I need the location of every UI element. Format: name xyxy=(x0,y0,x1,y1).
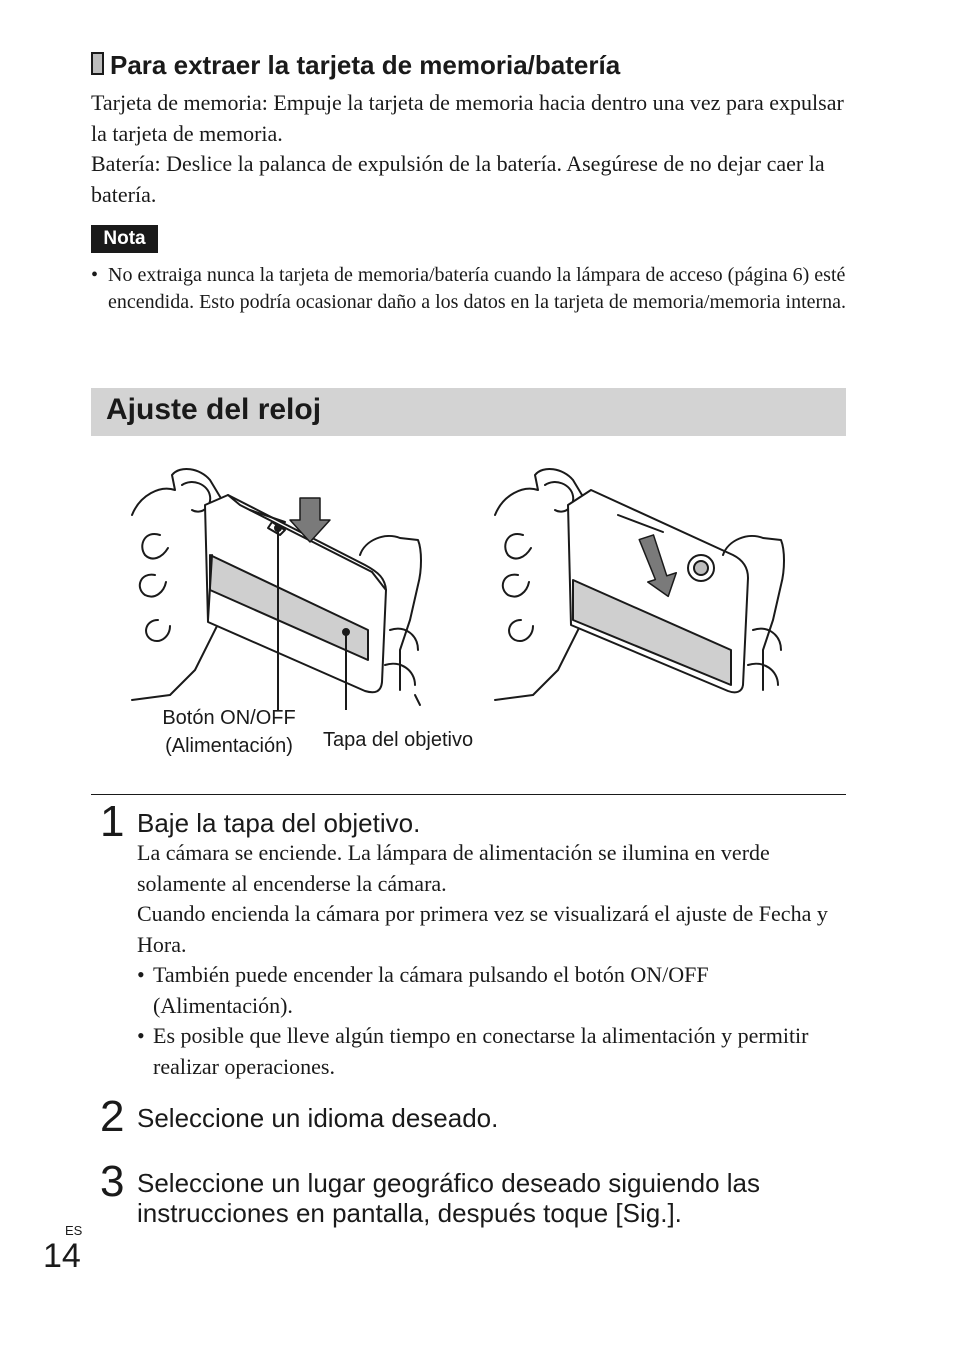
note-item xyxy=(91,262,851,316)
callout-lens-cover: Tapa del objetivo xyxy=(323,729,474,751)
page-number: 14 xyxy=(43,1237,81,1275)
bullet: • xyxy=(91,264,99,286)
bullet: • xyxy=(137,962,145,987)
battery-paragraph: Batería: Deslice la palanca de expulsión de la batería. Asegúrese de no dejar caer la batería. xyxy=(91,151,825,207)
note-text: No extraiga nunca la tarjeta de memoria/batería cuando la lámpara de acceso (página 6) esté encendida. Esto podría ocasionar daño a los datos en la tarjeta de memoria/memoria interna. xyxy=(108,264,847,313)
banner-title: Ajuste del reloj xyxy=(106,393,322,426)
step-1-text-1: La cámara se enciende. La lámpara de alimentación se ilumina en verde solamente al encenderse la cámara. xyxy=(137,840,770,896)
section-heading-text: Para extraer la tarjeta de memoria/batería xyxy=(110,50,621,80)
camera-held-hands-icon xyxy=(132,469,421,705)
callout-power-line1: Botón ON/OFF xyxy=(162,707,296,729)
step-1-bullet-2: Es posible que lleve algún tiempo en conectarse la alimentación y permitir realizar operaciones. xyxy=(153,1023,809,1079)
step-number-2: 2 xyxy=(100,1092,125,1141)
memory-card-paragraph: Tarjeta de memoria: Empuje la tarjeta de memoria hacia dentro una vez para expulsar la tarjeta de memoria. xyxy=(91,90,844,146)
list-item xyxy=(137,960,847,1021)
section-banner xyxy=(91,388,846,436)
list-item xyxy=(137,1021,847,1082)
bullet: • xyxy=(137,1023,145,1048)
step-1-text-2: Cuando encienda la cámara por primera vez se visualizará el ajuste de Fecha y Hora. xyxy=(137,901,828,957)
step-1-bullet-1: También puede encender la cámara pulsando el botón ON/OFF (Alimentación). xyxy=(153,962,709,1018)
note-label: Nota xyxy=(91,225,158,253)
section-heading xyxy=(91,50,620,81)
language-code: ES xyxy=(65,1223,83,1238)
callout-power-line2: (Alimentación) xyxy=(165,735,293,757)
divider xyxy=(91,794,846,795)
step-number-1: 1 xyxy=(100,797,125,846)
step-title-2: Seleccione un idioma deseado. xyxy=(137,1103,499,1133)
step-title-3: Seleccione un lugar geográfico deseado siguiendo las instrucciones en pantalla, después toque [Sig.]. xyxy=(137,1168,760,1228)
step-body-1 xyxy=(137,838,847,1082)
camera-slide-cover-icon xyxy=(495,469,784,700)
camera-illustration xyxy=(100,460,800,710)
callout-power-button xyxy=(140,704,318,760)
section-marker-icon xyxy=(91,52,104,75)
step-title-1: Baje la tapa del objetivo. xyxy=(137,808,421,838)
step-number-3: 3 xyxy=(100,1157,125,1206)
